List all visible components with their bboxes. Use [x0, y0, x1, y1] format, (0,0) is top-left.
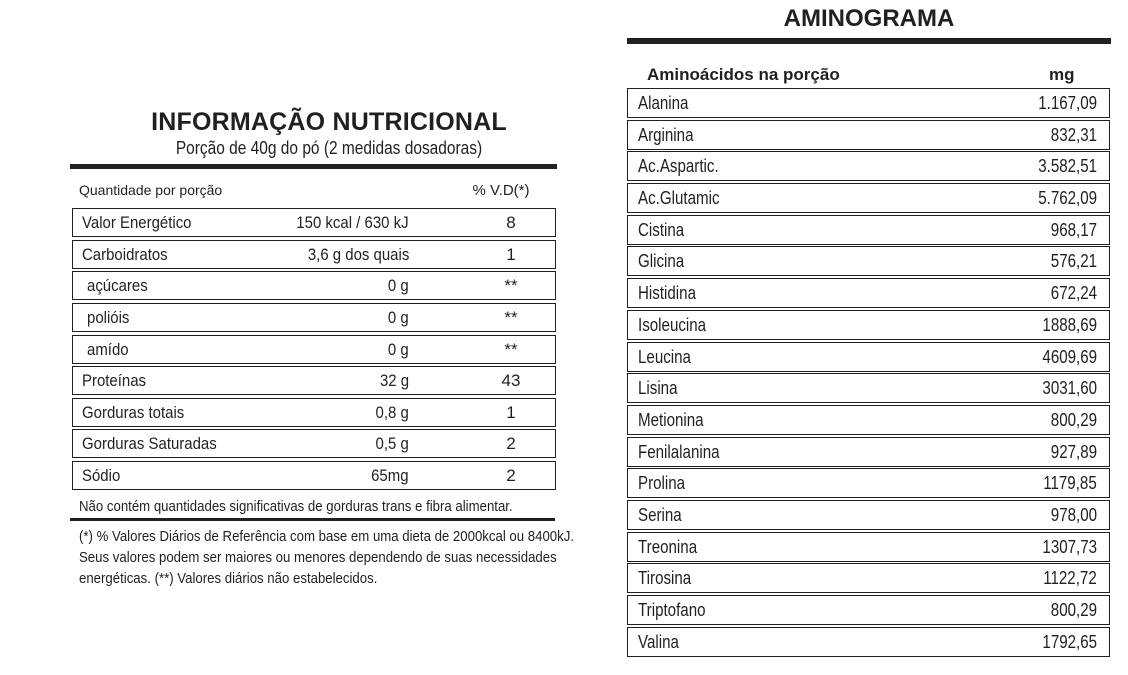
amino-value: 4609,69: [1042, 346, 1097, 367]
nutrition-row-label: amído: [87, 339, 129, 359]
amino-name: Lisina: [638, 378, 678, 399]
aminogram-name-header: Aminoácidos na porção: [647, 65, 840, 84]
amino-name: Valina: [638, 631, 679, 652]
nutrition-quantity-header: Quantidade por porção: [79, 182, 223, 198]
amino-name: Prolina: [638, 473, 686, 494]
amino-name: Arginina: [638, 124, 694, 145]
nutrition-row-vd: **: [504, 276, 518, 296]
nutrition-row-amount: 32 g: [379, 371, 409, 391]
nutrition-row: [72, 398, 556, 427]
nutrition-row-amount: 150 kcal / 630 kJ: [296, 213, 409, 232]
nutrition-row: [72, 461, 556, 490]
nutrition-row: [72, 366, 556, 395]
aminogram-row: [627, 373, 1110, 403]
aminogram-row: [627, 532, 1110, 562]
nutrition-row-label: Sódio: [82, 466, 121, 486]
amino-value: 5.762,09: [1038, 188, 1097, 209]
nutrition-footnote-line: Seus valores podem ser maiores ou menores dependendo de suas necessidades: [79, 549, 557, 566]
aminogram-row: [627, 120, 1110, 150]
amino-value: 832,31: [1050, 124, 1097, 145]
nutrition-row-amount: 0 g: [388, 276, 409, 296]
nutrition-row-vd: **: [504, 307, 518, 327]
amino-value: 1179,85: [1043, 473, 1097, 494]
nutrition-row-vd: 43: [501, 371, 521, 391]
amino-value: 576,21: [1050, 251, 1097, 272]
amino-value: 3.582,51: [1038, 156, 1097, 177]
nutrition-row-amount: 0 g: [388, 339, 409, 359]
aminogram-row: [627, 342, 1110, 372]
nutrition-subtitle: Porção de 40g do pó (2 medidas dosadoras): [175, 138, 483, 158]
amino-name: Metionina: [638, 409, 704, 430]
nutrition-row-label: Proteínas: [82, 371, 147, 391]
aminogram-row: [627, 278, 1110, 308]
aminogram-row: [627, 627, 1110, 657]
nutrition-row-label: Gorduras totais: [82, 402, 185, 422]
nutrition-row-amount: 0,8 g: [375, 402, 409, 422]
aminogram-row: [627, 437, 1110, 467]
nutrition-row-label: polióis: [87, 307, 130, 327]
nutrition-footnote-line: (*) % Valores Diários de Referência com base em uma dieta de 2000kcal ou 8400kJ.: [79, 528, 575, 545]
nutrition-title: INFORMAÇÃO NUTRICIONAL: [151, 108, 507, 136]
aminogram-row: [627, 215, 1110, 245]
amino-name: Ac.Aspartic.: [638, 156, 719, 177]
nutrition-row-amount: 0,5 g: [375, 434, 409, 454]
nutrition-table: [72, 208, 556, 493]
amino-name: Leucina: [638, 346, 691, 367]
amino-name: Glicina: [638, 251, 685, 272]
nutrition-row-label: açúcares: [87, 276, 148, 296]
amino-value: 1307,73: [1042, 536, 1097, 557]
aminogram-unit-header: mg: [1049, 65, 1075, 84]
nutrition-footnote-line: energéticas. (**) Valores diários não estabelecidos.: [79, 570, 378, 587]
nutrition-row-label: Gorduras Saturadas: [82, 434, 217, 454]
amino-value: 800,29: [1050, 600, 1097, 620]
amino-value: 672,24: [1050, 283, 1097, 304]
nutrition-row-label: Valor Energético: [82, 213, 192, 232]
nutrition-row-vd: 2: [506, 434, 516, 454]
amino-name: Ac.Glutamic: [638, 188, 720, 209]
aminogram-row: [627, 563, 1110, 593]
nutrition-row: [72, 303, 556, 332]
nutrition-row: [72, 208, 556, 237]
nutrition-row: [72, 240, 556, 269]
nutrition-bottom-divider: [70, 518, 555, 521]
nutrition-row: [72, 429, 556, 458]
nutrition-row-amount: 65mg: [371, 466, 409, 486]
amino-value: 800,29: [1050, 409, 1097, 430]
aminogram-row: [627, 595, 1110, 625]
amino-name: Serina: [638, 504, 682, 525]
amino-value: 3031,60: [1042, 378, 1097, 399]
nutrition-vd-header: % V.D(*): [472, 182, 530, 199]
nutrition-row-vd: 1: [506, 402, 516, 422]
aminogram-table: [627, 88, 1110, 658]
aminogram-row: [627, 310, 1110, 340]
aminogram-row: [627, 151, 1110, 181]
aminogram-divider: [627, 38, 1111, 44]
amino-value: 1888,69: [1042, 314, 1097, 335]
aminogram-row: [627, 468, 1110, 498]
nutrition-row: [72, 335, 556, 364]
nutrition-row-vd: **: [504, 339, 518, 359]
nutrition-row: [72, 271, 556, 300]
amino-name: Treonina: [638, 536, 698, 557]
amino-name: Alanina: [638, 93, 689, 113]
amino-value: 927,89: [1050, 441, 1097, 462]
nutrition-row-label: Carboidratos: [82, 244, 168, 264]
nutrition-row-vd: 1: [506, 244, 516, 264]
aminogram-row: [627, 88, 1110, 118]
nutrition-not-contains-note: Não contém quantidades significativas de gorduras trans e fibra alimentar.: [79, 498, 513, 515]
nutrition-row-vd: 2: [506, 466, 516, 486]
amino-name: Histidina: [638, 283, 696, 304]
amino-value: 1792,65: [1042, 631, 1097, 652]
amino-value: 1.167,09: [1038, 93, 1097, 113]
aminogram-row: [627, 405, 1110, 435]
nutrition-row-amount: 3,6 g dos quais: [307, 244, 409, 264]
nutrition-row-amount: 0 g: [388, 307, 409, 327]
nutrition-top-divider: [70, 164, 557, 169]
amino-name: Tirosina: [638, 568, 692, 589]
aminogram-row: [627, 500, 1110, 530]
amino-name: Fenilalanina: [638, 441, 720, 462]
amino-value: 968,17: [1050, 219, 1097, 240]
aminogram-row: [627, 183, 1110, 213]
nutrition-row-vd: 8: [506, 213, 516, 232]
amino-value: 978,00: [1050, 504, 1097, 525]
amino-value: 1122,72: [1043, 568, 1097, 589]
amino-name: Isoleucina: [638, 314, 707, 335]
amino-name: Triptofano: [638, 600, 706, 620]
aminogram-title: AMINOGRAMA: [783, 5, 955, 32]
aminogram-row: [627, 246, 1110, 276]
amino-name: Cistina: [638, 219, 685, 240]
